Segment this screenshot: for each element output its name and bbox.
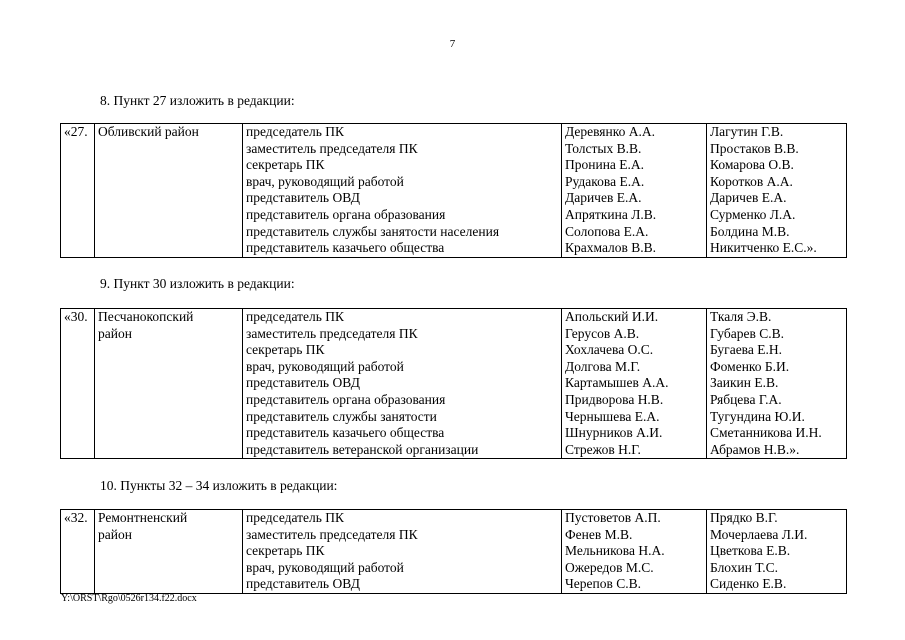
- cell-line: Губарев С.В.: [710, 325, 784, 341]
- cell-line: Комарова О.В.: [710, 157, 794, 173]
- cell-line: Хохлачева О.С.: [565, 342, 654, 358]
- district-cell: [95, 124, 243, 258]
- cell-line: Рудакова Е.А.: [565, 173, 645, 189]
- cell-line: Солопова Е.А.: [565, 223, 649, 239]
- positions-cell: [243, 309, 562, 459]
- cell-line: Абрамов Н.В.».: [710, 441, 800, 457]
- cell-line: представитель ОВД: [246, 576, 360, 592]
- table-row: [61, 309, 847, 459]
- cell-line: Сурменко Л.А.: [710, 206, 796, 222]
- cell-line: Шнурников А.И.: [565, 425, 663, 441]
- cell-line: представитель органа образования: [246, 206, 446, 222]
- cell-line: Долгова М.Г.: [565, 358, 641, 374]
- cell-line: Пронина Е.А.: [565, 157, 645, 173]
- cell-line: Ремонтненский: [98, 510, 188, 525]
- cell-line: Пустоветов А.П.: [565, 510, 661, 525]
- cell-line: врач, руководящий работой: [246, 358, 404, 374]
- section-heading-10: 10. Пункты 32 – 34 изложить в редакции:: [100, 478, 338, 493]
- cell-line: Даричев Е.А.: [565, 190, 642, 206]
- section-heading-9: 9. Пункт 30 изложить в редакции:: [100, 276, 295, 291]
- cell-line: Болдина М.В.: [710, 223, 790, 239]
- section-heading-8: 8. Пункт 27 изложить в редакции:: [100, 93, 295, 108]
- cell-line: Даричев Е.А.: [710, 190, 787, 206]
- commission-table-27: [60, 123, 847, 258]
- cell-line: Фенев М.В.: [565, 526, 633, 542]
- positions-cell: [243, 124, 562, 258]
- district-cell: [95, 309, 243, 459]
- cell-line: представитель органа образования: [246, 391, 446, 407]
- cell-line: заместитель председателя ПК: [246, 526, 418, 542]
- cell-line: Черепов С.В.: [565, 576, 641, 592]
- cell-line: Апряткина Л.В.: [565, 206, 657, 222]
- cell-line: Простаков В.В.: [710, 140, 799, 156]
- commission-table-30: [60, 308, 847, 459]
- cell-line: Мочерлаева Л.И.: [710, 526, 808, 542]
- district-cell: [95, 510, 243, 594]
- cell-line: секретарь ПК: [246, 543, 325, 559]
- cell-line: «30.: [64, 309, 88, 324]
- cell-line: врач, руководящий работой: [246, 559, 404, 575]
- cell-line: Цветкова Е.В.: [710, 543, 791, 559]
- cell-line: район: [98, 526, 132, 542]
- reserve-members-cell: [707, 309, 847, 459]
- cell-line: секретарь ПК: [246, 342, 325, 358]
- cell-line: Обливский район: [98, 124, 199, 139]
- cell-line: Крахмалов В.В.: [565, 240, 657, 256]
- cell-line: врач, руководящий работой: [246, 173, 404, 189]
- cell-line: Картамышев А.А.: [565, 375, 669, 391]
- cell-line: председатель ПК: [246, 309, 345, 324]
- cell-line: «27.: [64, 124, 88, 139]
- item-number-cell: [61, 309, 95, 459]
- cell-line: Блохин Т.С.: [710, 559, 778, 575]
- cell-line: Стрежов Н.Г.: [565, 441, 641, 457]
- cell-line: Заикин Е.В.: [710, 375, 779, 391]
- cell-line: Мельникова Н.А.: [565, 543, 665, 559]
- table-row: [61, 124, 847, 258]
- cell-line: заместитель председателя ПК: [246, 140, 418, 156]
- cell-line: представитель ОВД: [246, 375, 360, 391]
- cell-line: Коротков А.А.: [710, 173, 793, 189]
- cell-line: секретарь ПК: [246, 157, 325, 173]
- cell-line: Чернышева Е.А.: [565, 408, 660, 424]
- primary-members-cell: [562, 124, 707, 258]
- reserve-members-cell: [707, 124, 847, 258]
- cell-line: Сиденко Е.В.: [710, 576, 787, 592]
- cell-line: Прядко В.Г.: [710, 510, 778, 525]
- cell-line: представитель казачьего общества: [246, 425, 445, 441]
- cell-line: Рябцева Г.А.: [710, 391, 782, 407]
- cell-line: председатель ПК: [246, 510, 345, 525]
- table-row: [61, 510, 847, 594]
- cell-line: Никитченко Е.С.».: [710, 240, 817, 256]
- cell-line: Песчанокопский: [98, 309, 194, 324]
- primary-members-cell: [562, 309, 707, 459]
- item-number-cell: [61, 124, 95, 258]
- cell-line: заместитель председателя ПК: [246, 325, 418, 341]
- reserve-members-cell: [707, 510, 847, 594]
- cell-line: председатель ПК: [246, 124, 345, 139]
- primary-members-cell: [562, 510, 707, 594]
- cell-line: район: [98, 325, 132, 341]
- cell-line: Деревянко А.А.: [565, 124, 655, 139]
- cell-line: Тугундина Ю.И.: [710, 408, 805, 424]
- cell-line: «32.: [64, 510, 88, 525]
- item-number-cell: [61, 510, 95, 594]
- commission-table-32: [60, 509, 847, 594]
- cell-line: Бугаева Е.Н.: [710, 342, 782, 358]
- cell-line: Апольский И.И.: [565, 309, 659, 324]
- cell-line: Придворова Н.В.: [565, 391, 664, 407]
- cell-line: представитель службы занятости: [246, 408, 437, 424]
- cell-line: представитель ветеранской организации: [246, 441, 479, 457]
- cell-line: Ожередов М.С.: [565, 559, 654, 575]
- cell-line: Толстых В.В.: [565, 140, 642, 156]
- cell-line: Ткаля Э.В.: [710, 309, 772, 324]
- cell-line: Фоменко Б.И.: [710, 358, 790, 374]
- file-path-footer: Y:\ORST\Rgo\0526r134.f22.docx: [61, 593, 197, 604]
- positions-cell: [243, 510, 562, 594]
- page-number: 7: [449, 38, 456, 50]
- cell-line: Сметанникова И.Н.: [710, 425, 822, 441]
- cell-line: представитель ОВД: [246, 190, 360, 206]
- cell-line: Герусов А.В.: [565, 325, 640, 341]
- cell-line: представитель службы занятости населения: [246, 223, 500, 239]
- cell-line: Лагутин Г.В.: [710, 124, 784, 139]
- cell-line: представитель казачьего общества: [246, 240, 445, 256]
